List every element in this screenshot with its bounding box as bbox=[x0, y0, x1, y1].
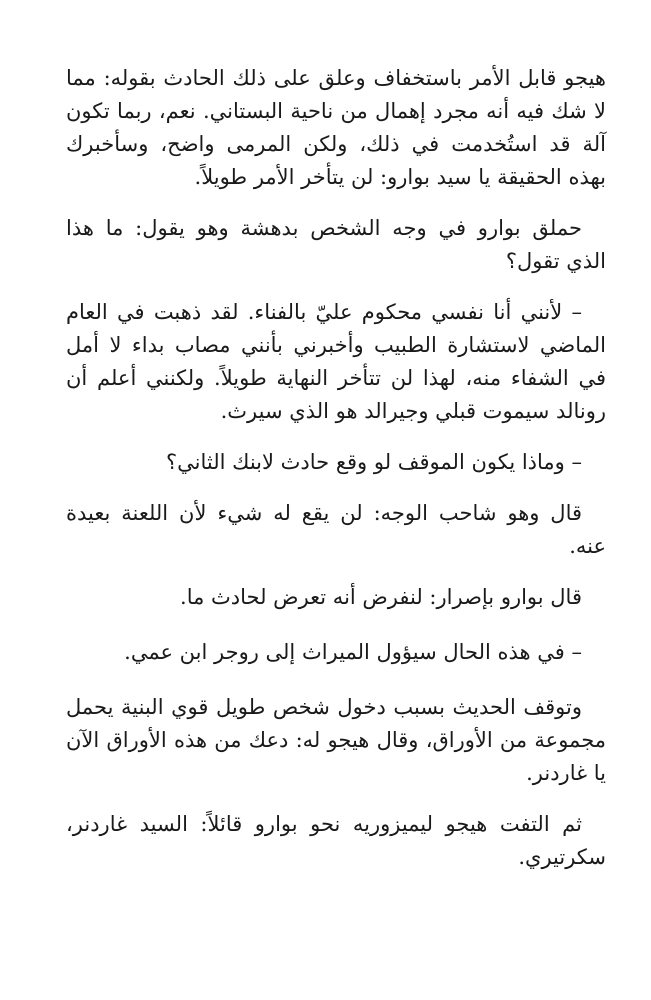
paragraph-6: قال بوارو بإصرار: لنفرض أنه تعرض لحادث ما. bbox=[180, 585, 582, 609]
book-page bbox=[66, 62, 606, 892]
paragraph-3: – لأنني أنا نفسي محكوم عليّ بالفناء. لقد ذهبت في العام الماضي لاستشارة الطبيب وأخبرني بأنني مصاب بداء لا أمل في الشفاء منه، لهذا لن تتأخر النهاية طويلاً. ولكنني أعلم أن رونالد سيموت قبلي وجيرالد هو الذي سيرث. bbox=[66, 300, 606, 423]
paragraph-5: قال وهو شاحب الوجه: لن يقع له شيء لأن اللعنة بعيدة عنه. bbox=[66, 501, 606, 558]
paragraph-9: ثم التفت هيجو ليميزوريه نحو بوارو قائلاً: السيد غاردنر، سكرتيري. bbox=[66, 812, 606, 869]
paragraph-4: – وماذا يكون الموقف لو وقع حادث لابنك الثاني؟ bbox=[165, 450, 582, 474]
paragraph-1: هيجو قابل الأمر باستخفاف وعلق على ذلك الحادث بقوله: مما لا شك فيه أنه مجرد إهمال من ناحية البستاني. نعم، ربما تكون آلة قد استُخدمت في ذلك، ولكن المرمى واضح، وسأخبرك بهذه الحقيقة يا سيد بوارو: لن يتأخر الأمر طويلاً. bbox=[66, 66, 606, 189]
paragraph-2: حملق بوارو في وجه الشخص بدهشة وهو يقول: ما هذا الذي تقول؟ bbox=[66, 216, 606, 273]
paragraph-7: – في هذه الحال سيؤول الميراث إلى روجر ابن عمي. bbox=[124, 640, 582, 664]
paragraph-8: وتوقف الحديث بسبب دخول شخص طويل قوي البنية يحمل مجموعة من الأوراق، وقال هيجو له: دعك من هذه الأوراق الآن يا غاردنر. bbox=[66, 695, 606, 785]
